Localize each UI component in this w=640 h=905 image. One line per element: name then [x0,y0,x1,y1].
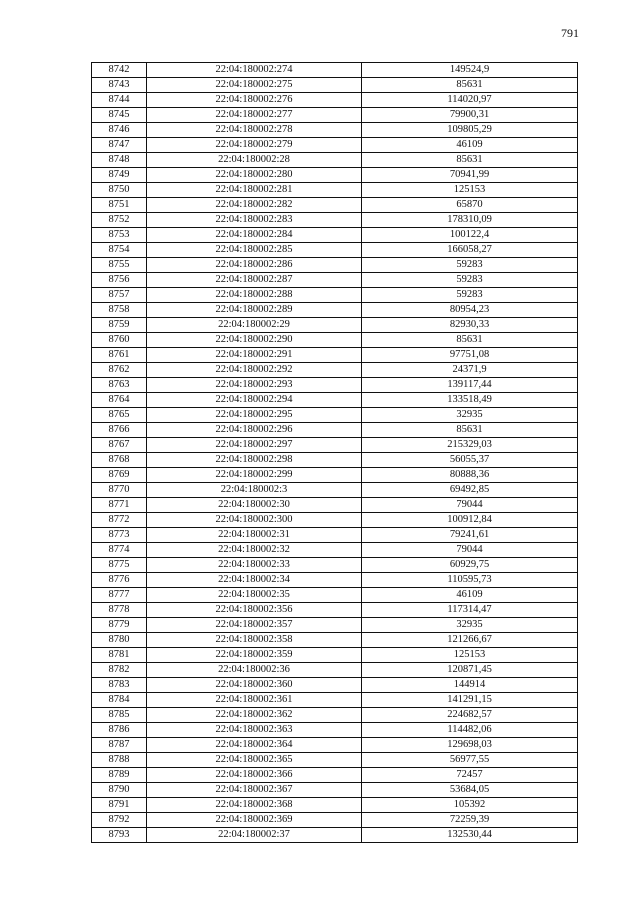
cadastral-value-cell: 110595,73 [362,573,578,588]
row-number-cell: 8787 [92,738,147,753]
table-row [92,333,578,348]
row-number-cell: 8774 [92,543,147,558]
table-row [92,483,578,498]
table-body [92,63,578,843]
page-number: 791 [561,26,579,40]
cadastral-number-cell: 22:04:180002:29 [147,318,362,333]
table-row [92,288,578,303]
table-row [92,423,578,438]
cadastral-value-cell: 56055,37 [362,453,578,468]
row-number-cell: 8755 [92,258,147,273]
row-number-cell: 8784 [92,693,147,708]
row-number-cell: 8762 [92,363,147,378]
cadastral-value-cell: 85631 [362,78,578,93]
table-row [92,783,578,798]
row-number-cell: 8772 [92,513,147,528]
cadastral-number-cell: 22:04:180002:279 [147,138,362,153]
table-row [92,348,578,363]
cadastral-value-cell: 59283 [362,288,578,303]
table-row [92,813,578,828]
cadastral-number-cell: 22:04:180002:285 [147,243,362,258]
cadastral-number-cell: 22:04:180002:277 [147,108,362,123]
table-row [92,558,578,573]
table-row [92,303,578,318]
table-row [92,633,578,648]
row-number-cell: 8764 [92,393,147,408]
cadastral-number-cell: 22:04:180002:295 [147,408,362,423]
row-number-cell: 8788 [92,753,147,768]
cadastral-number-cell: 22:04:180002:3 [147,483,362,498]
cadastral-number-cell: 22:04:180002:357 [147,618,362,633]
row-number-cell: 8747 [92,138,147,153]
cadastral-value-cell: 65870 [362,198,578,213]
cadastral-value-cell: 59283 [362,273,578,288]
cadastral-number-cell: 22:04:180002:274 [147,63,362,78]
cadastral-value-cell: 100912,84 [362,513,578,528]
cadastral-value-cell: 70941,99 [362,168,578,183]
row-number-cell: 8766 [92,423,147,438]
row-number-cell: 8775 [92,558,147,573]
cadastral-value-cell: 56977,55 [362,753,578,768]
table-row [92,93,578,108]
cadastral-value-cell: 79241,61 [362,528,578,543]
cadastral-number-cell: 22:04:180002:34 [147,573,362,588]
table-row [92,378,578,393]
table-row [92,678,578,693]
row-number-cell: 8744 [92,93,147,108]
table-row [92,603,578,618]
cadastral-number-cell: 22:04:180002:299 [147,468,362,483]
cadastral-value-cell: 82930,33 [362,318,578,333]
row-number-cell: 8790 [92,783,147,798]
cadastral-number-cell: 22:04:180002:293 [147,378,362,393]
cadastral-value-cell: 85631 [362,423,578,438]
table-row [92,753,578,768]
cadastral-number-cell: 22:04:180002:287 [147,273,362,288]
cadastral-value-cell: 100122,4 [362,228,578,243]
table-row [92,468,578,483]
cadastral-number-cell: 22:04:180002:33 [147,558,362,573]
cadastral-value-cell: 46109 [362,138,578,153]
cadastral-value-cell: 69492,85 [362,483,578,498]
cadastral-value-cell: 215329,03 [362,438,578,453]
table-row [92,798,578,813]
row-number-cell: 8793 [92,828,147,843]
row-number-cell: 8756 [92,273,147,288]
cadastral-number-cell: 22:04:180002:361 [147,693,362,708]
row-number-cell: 8778 [92,603,147,618]
cadastral-value-cell: 59283 [362,258,578,273]
cadastral-number-cell: 22:04:180002:286 [147,258,362,273]
row-number-cell: 8751 [92,198,147,213]
row-number-cell: 8767 [92,438,147,453]
row-number-cell: 8768 [92,453,147,468]
row-number-cell: 8763 [92,378,147,393]
cadastral-number-cell: 22:04:180002:364 [147,738,362,753]
row-number-cell: 8758 [92,303,147,318]
row-number-cell: 8780 [92,633,147,648]
cadastral-value-cell: 125153 [362,183,578,198]
cadastral-value-cell: 32935 [362,618,578,633]
row-number-cell: 8742 [92,63,147,78]
cadastral-number-cell: 22:04:180002:37 [147,828,362,843]
cadastral-value-cell: 97751,08 [362,348,578,363]
table-row [92,648,578,663]
row-number-cell: 8779 [92,618,147,633]
row-number-cell: 8745 [92,108,147,123]
table-row [92,618,578,633]
cadastral-value-cell: 149524,9 [362,63,578,78]
table-row [92,138,578,153]
row-number-cell: 8781 [92,648,147,663]
table-row [92,273,578,288]
cadastral-value-cell: 166058,27 [362,243,578,258]
row-number-cell: 8749 [92,168,147,183]
row-number-cell: 8757 [92,288,147,303]
cadastral-number-cell: 22:04:180002:356 [147,603,362,618]
cadastral-number-cell: 22:04:180002:292 [147,363,362,378]
cadastral-value-cell: 79900,31 [362,108,578,123]
cadastral-number-cell: 22:04:180002:363 [147,723,362,738]
cadastral-number-cell: 22:04:180002:32 [147,543,362,558]
cadastral-value-cell: 117314,47 [362,603,578,618]
cadastral-number-cell: 22:04:180002:294 [147,393,362,408]
cadastral-number-cell: 22:04:180002:365 [147,753,362,768]
row-number-cell: 8792 [92,813,147,828]
cadastral-value-cell: 144914 [362,678,578,693]
row-number-cell: 8785 [92,708,147,723]
table-row [92,528,578,543]
row-number-cell: 8773 [92,528,147,543]
cadastral-number-cell: 22:04:180002:281 [147,183,362,198]
table-row [92,543,578,558]
row-number-cell: 8791 [92,798,147,813]
cadastral-number-cell: 22:04:180002:275 [147,78,362,93]
cadastral-value-cell: 121266,67 [362,633,578,648]
cadastral-number-cell: 22:04:180002:35 [147,588,362,603]
cadastral-number-cell: 22:04:180002:358 [147,633,362,648]
table-row [92,393,578,408]
table-row [92,78,578,93]
table-row [92,228,578,243]
row-number-cell: 8786 [92,723,147,738]
cadastral-number-cell: 22:04:180002:283 [147,213,362,228]
table-row [92,258,578,273]
cadastral-number-cell: 22:04:180002:28 [147,153,362,168]
cadastral-value-cell: 72457 [362,768,578,783]
cadastral-value-cell: 120871,45 [362,663,578,678]
table-row [92,498,578,513]
row-number-cell: 8789 [92,768,147,783]
cadastral-number-cell: 22:04:180002:297 [147,438,362,453]
row-number-cell: 8760 [92,333,147,348]
cadastral-number-cell: 22:04:180002:36 [147,663,362,678]
row-number-cell: 8783 [92,678,147,693]
row-number-cell: 8748 [92,153,147,168]
cadastral-value-cell: 24371,9 [362,363,578,378]
cadastral-number-cell: 22:04:180002:300 [147,513,362,528]
table-row [92,168,578,183]
row-number-cell: 8777 [92,588,147,603]
table-row [92,153,578,168]
cadastral-number-cell: 22:04:180002:282 [147,198,362,213]
row-number-cell: 8771 [92,498,147,513]
cadastral-value-cell: 105392 [362,798,578,813]
cadastral-value-cell: 53684,05 [362,783,578,798]
cadastral-number-cell: 22:04:180002:278 [147,123,362,138]
cadastral-value-cell: 132530,44 [362,828,578,843]
cadastral-number-cell: 22:04:180002:289 [147,303,362,318]
row-number-cell: 8782 [92,663,147,678]
cadastral-number-cell: 22:04:180002:290 [147,333,362,348]
table-row [92,318,578,333]
row-number-cell: 8752 [92,213,147,228]
cadastral-number-cell: 22:04:180002:298 [147,453,362,468]
cadastral-number-cell: 22:04:180002:367 [147,783,362,798]
cadastral-number-cell: 22:04:180002:276 [147,93,362,108]
table-row [92,663,578,678]
row-number-cell: 8761 [92,348,147,363]
cadastral-value-cell: 60929,75 [362,558,578,573]
cadastral-value-cell: 114482,06 [362,723,578,738]
table-row [92,738,578,753]
table-row [92,213,578,228]
cadastral-value-cell: 125153 [362,648,578,663]
row-number-cell: 8754 [92,243,147,258]
table-row [92,708,578,723]
cadastral-number-cell: 22:04:180002:291 [147,348,362,363]
cadastral-number-cell: 22:04:180002:31 [147,528,362,543]
row-number-cell: 8746 [92,123,147,138]
cadastral-value-cell: 139117,44 [362,378,578,393]
table-row [92,108,578,123]
cadastral-number-cell: 22:04:180002:359 [147,648,362,663]
cadastral-value-cell: 72259,39 [362,813,578,828]
table-row [92,768,578,783]
cadastral-value-cell: 133518,49 [362,393,578,408]
row-number-cell: 8750 [92,183,147,198]
cadastral-number-cell: 22:04:180002:30 [147,498,362,513]
table-row [92,513,578,528]
cadastral-number-cell: 22:04:180002:296 [147,423,362,438]
cadastral-number-cell: 22:04:180002:288 [147,288,362,303]
table-row [92,693,578,708]
row-number-cell: 8759 [92,318,147,333]
cadastral-number-cell: 22:04:180002:368 [147,798,362,813]
table-row [92,828,578,843]
cadastral-value-cell: 79044 [362,498,578,513]
cadastral-number-cell: 22:04:180002:360 [147,678,362,693]
cadastral-value-cell: 109805,29 [362,123,578,138]
table-row [92,588,578,603]
row-number-cell: 8776 [92,573,147,588]
row-number-cell: 8765 [92,408,147,423]
row-number-cell: 8770 [92,483,147,498]
row-number-cell: 8753 [92,228,147,243]
cadastral-number-cell: 22:04:180002:284 [147,228,362,243]
cadastral-value-cell: 85631 [362,333,578,348]
row-number-cell: 8769 [92,468,147,483]
table-row [92,453,578,468]
table-row [92,63,578,78]
cadastral-value-cell: 224682,57 [362,708,578,723]
cadastral-value-cell: 129698,03 [362,738,578,753]
table-row [92,198,578,213]
table-row [92,123,578,138]
cadastral-number-cell: 22:04:180002:362 [147,708,362,723]
cadastral-value-cell: 178310,09 [362,213,578,228]
row-number-cell: 8743 [92,78,147,93]
cadastral-value-cell: 141291,15 [362,693,578,708]
table-row [92,363,578,378]
cadastral-value-cell: 46109 [362,588,578,603]
table-row [92,243,578,258]
table-row [92,723,578,738]
cadastral-number-cell: 22:04:180002:369 [147,813,362,828]
cadastral-number-cell: 22:04:180002:280 [147,168,362,183]
cadastral-value-cell: 79044 [362,543,578,558]
cadastral-value-cell: 80888,36 [362,468,578,483]
table-row [92,573,578,588]
cadastral-number-cell: 22:04:180002:366 [147,768,362,783]
cadastral-value-cell: 32935 [362,408,578,423]
table-row [92,408,578,423]
cadastral-value-cell: 114020,97 [362,93,578,108]
cadastral-value-cell: 80954,23 [362,303,578,318]
cadastral-value-cell: 85631 [362,153,578,168]
table-row [92,183,578,198]
cadastral-value-table [91,62,578,843]
table-row [92,438,578,453]
